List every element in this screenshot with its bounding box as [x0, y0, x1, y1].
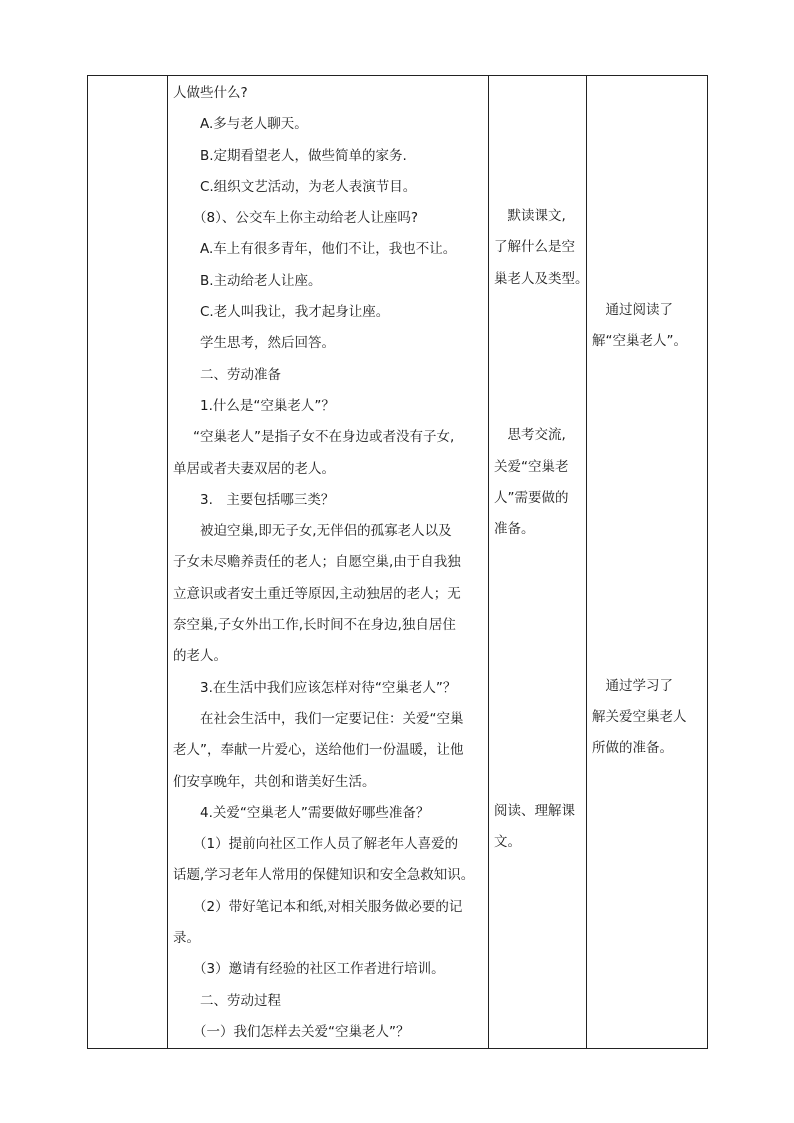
paragraph-line: 子女未尽赡养责任的老人；自愿空巢,由于自我独: [173, 554, 461, 571]
option-a: A.车上有很多青年，他们不让，我也不让。: [200, 241, 457, 258]
section-heading: 二、劳动过程: [200, 992, 281, 1009]
purpose-line: 通过阅读了: [592, 302, 673, 319]
subheading: 1.什么是“空巢老人”？: [200, 397, 335, 414]
paragraph-line: 被迫空巢,即无子女,无伴侣的孤寡老人以及: [200, 523, 452, 540]
question-text: 人做些什么?: [173, 85, 248, 101]
paragraph-line: 录。: [173, 930, 200, 947]
instruction-text: 学生思考，然后回答。: [200, 335, 335, 352]
paragraph-line: 话题,学习老年人常用的保健知识和安全急救知识。: [173, 867, 475, 884]
option-c: C.组织文艺活动，为老人表演节目。: [200, 178, 417, 195]
paragraph-line: 奈空巢,子女外出工作,长时间不在身边,独自居住: [173, 617, 456, 634]
student-activity-line: 文。: [494, 834, 521, 851]
student-activity-line: 阅读、理解课: [494, 802, 575, 819]
teaching-process-cell: [168, 76, 489, 1049]
student-activity-line: 思考交流,: [494, 427, 566, 444]
paragraph-line: 立意识或者安土重迁等原因,主动独居的老人；无: [173, 585, 461, 602]
subheading: 3.在生活中我们应该怎样对待“空巢老人”？: [200, 679, 457, 696]
student-activity-line: 人”需要做的: [494, 489, 569, 506]
paragraph-line: 单居或者夫妻双居的老人。: [173, 460, 335, 477]
lesson-table: [87, 75, 708, 1049]
purpose-line: 通过学习了: [592, 677, 673, 694]
subheading: 3. 主要包括哪三类？: [200, 491, 335, 508]
student-activity-line: 了解什么是空: [494, 239, 575, 256]
purpose-line: 解“空巢老人”。: [592, 333, 687, 350]
student-activity-line: 巢老人及类型。: [494, 270, 589, 287]
question-8: （8）、公交车上你主动给老人让座吗?: [193, 210, 419, 227]
option-c: C.老人叫我让，我才起身让座。: [200, 304, 390, 321]
student-activity-line: 准备。: [494, 521, 535, 538]
subheading: 4.关爱“空巢老人”需要做好哪些准备？: [200, 804, 430, 821]
purpose-line: 所做的准备。: [592, 740, 673, 757]
paragraph-line: （1）提前向社区工作人员了解老年人喜爱的: [193, 836, 459, 853]
paragraph-line: （3）邀请有经验的社区工作者进行培训。: [193, 961, 445, 978]
section-heading: 二、劳动准备: [200, 366, 281, 383]
option-a: A.多与老人聊天。: [200, 116, 308, 133]
student-activity-cell: [489, 76, 587, 1049]
paragraph-line: 在社会生活中，我们一定要记住：关爱“空巢: [200, 710, 464, 727]
design-purpose-cell: [587, 76, 708, 1049]
empty-cell: [88, 76, 168, 1049]
paragraph-line: 的老人。: [173, 648, 227, 665]
subheading: （一）我们怎样去关爱“空巢老人”？: [193, 1023, 410, 1040]
table-row: [88, 76, 708, 1049]
purpose-line: 解关爱空巢老人: [592, 708, 687, 725]
paragraph-line: 们安享晚年，共创和谐美好生活。: [173, 773, 376, 790]
paragraph-line: “空巢老人”是指子女不在身边或者没有子女,: [193, 429, 455, 446]
option-b: B.定期看望老人，做些简单的家务.: [200, 147, 407, 164]
option-b: B.主动给老人让座。: [200, 272, 322, 289]
paragraph-line: （2）带好笔记本和纸,对相关服务做必要的记: [193, 898, 463, 915]
student-activity-line: 关爱“空巢老: [494, 458, 569, 475]
student-activity-line: 默读课文,: [494, 208, 566, 225]
paragraph-line: 老人”，奉献一片爱心，送给他们一份温暖，让他: [173, 742, 464, 759]
